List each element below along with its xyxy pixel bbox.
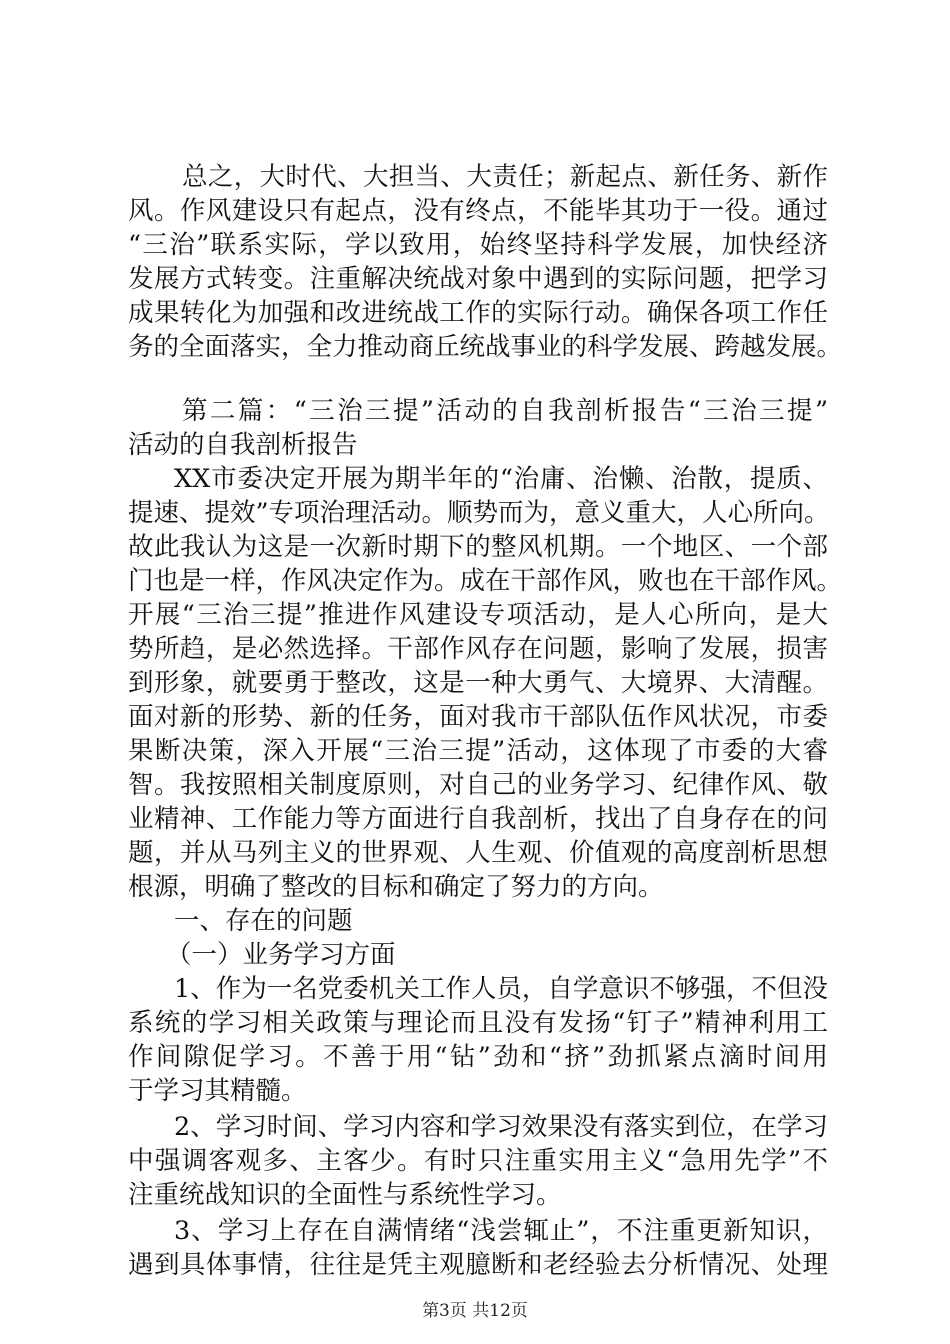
item-1-line: 作间隙促学习。不善于用“钻”劲和“挤”劲抓紧点滴时间用 <box>128 1042 828 1072</box>
page-footer: 第3页 共12页 <box>422 1301 528 1321</box>
paragraph-2-line: 果断决策，深入开展“三治三提”活动，这体现了市委的大睿 <box>128 736 828 766</box>
paragraph-1-line: 发展方式转变。注重解决统战对象中遇到的实际问题，把学习 <box>128 264 828 294</box>
item-3-line: 遇到具体事情，往往是凭主观臆断和老经验去分析情况、处理 <box>128 1250 828 1280</box>
item-2-line: 2、学习时间、学习内容和学习效果没有落实到位，在学习 <box>174 1112 828 1142</box>
paragraph-1-line: 成果转化为加强和改进统战工作的实际行动。确保各项工作任 <box>128 298 828 328</box>
heading-problems: 一、存在的问题 <box>174 906 353 936</box>
paragraph-2-line: 面对新的形势、新的任务，面对我市干部队伍作风状况，市委 <box>128 702 828 732</box>
section-title-line: 第二篇：“三治三提”活动的自我剖析报告“三治三提” <box>182 396 828 426</box>
paragraph-2-line: 业精神、工作能力等方面进行自我剖析，找出了自身存在的问 <box>128 804 828 834</box>
paragraph-2-line: 智。我按照相关制度原则，对自己的业务学习、纪律作风、敬 <box>128 770 828 800</box>
item-2-line: 注重统战知识的全面性与系统性学习。 <box>128 1180 562 1210</box>
paragraph-1-line: 风。作风建设只有起点，没有终点，不能毕其功于一役。通过 <box>128 196 828 226</box>
paragraph-2-line: 门也是一样，作风决定作为。成在干部作风，败也在干部作风。 <box>128 566 843 596</box>
section-title-line: 活动的自我剖析报告 <box>128 430 358 460</box>
paragraph-2-line: 题，并从马列主义的世界观、人生观、价值观的高度剖析思想 <box>128 838 828 868</box>
paragraph-2-line: 提速、提效”专项治理活动。顺势而为，意义重大，人心所向。 <box>128 498 830 528</box>
item-3-line: 3、学习上存在自满情绪“浅尝辄止”，不注重更新知识， <box>174 1216 828 1246</box>
item-2-line: 中强调客观多、主客少。有时只注重实用主义“急用先学”不 <box>128 1146 828 1176</box>
heading-business-study: （一）业务学习方面 <box>166 940 396 970</box>
paragraph-2-line: 根源，明确了整改的目标和确定了努力的方向。 <box>128 872 664 902</box>
paragraph-1-line: 务的全面落实，全力推动商丘统战事业的科学发展、跨越发展。 <box>128 332 843 362</box>
item-1-line: 1、作为一名党委机关工作人员，自学意识不够强，不但没 <box>174 974 828 1004</box>
item-1-line: 系统的学习相关政策与理论而且没有发扬“钉子”精神利用工 <box>128 1008 828 1038</box>
paragraph-1-line: “三治”联系实际，学以致用，始终坚持科学发展，加快经济 <box>128 230 828 260</box>
paragraph-1-line: 总之，大时代、大担当、大责任；新起点、新任务、新作 <box>182 162 828 192</box>
paragraph-2-line: 开展“三治三提”推进作风建设专项活动，是人心所向，是大 <box>128 600 828 630</box>
paragraph-2-line: 到形象，就要勇于整改，这是一种大勇气、大境界、大清醒。 <box>128 668 828 698</box>
paragraph-2-line: 势所趋，是必然选择。干部作风存在问题，影响了发展，损害 <box>128 634 828 664</box>
paragraph-2-line: XX市委决定开展为期半年的“治庸、治懒、治散，提质、 <box>174 464 828 494</box>
paragraph-2-line: 故此我认为这是一次新时期下的整风机期。一个地区、一个部 <box>128 532 828 562</box>
item-1-line: 于学习其精髓。 <box>128 1076 307 1106</box>
